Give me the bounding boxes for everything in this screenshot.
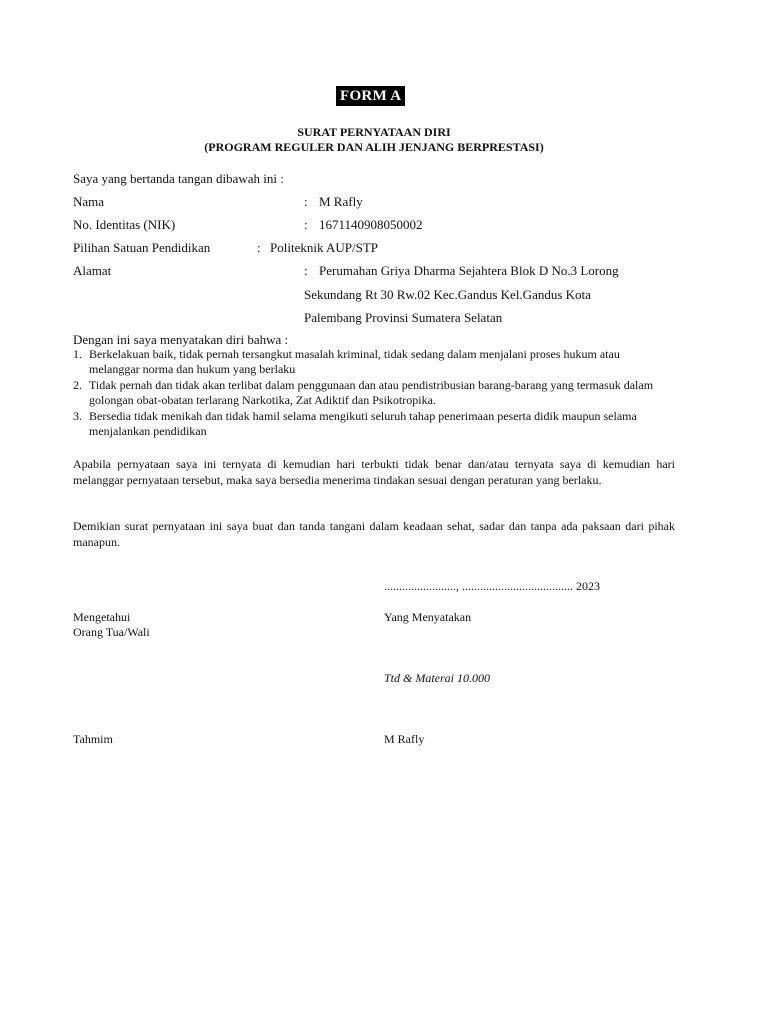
list-text: Tidak pernah dan tidak akan terlibat dalam penggunaan dan atau pendistribusian barang-barang yang termasuk dalam golongan obat-obatan terlarang Narkotika, Zat Adiktif dan Psikotropika. <box>89 378 654 407</box>
address-line-3: Palembang Provinsi Sumatera Selatan <box>304 310 503 325</box>
document-title: SURAT PERNYATAAN DIRI <box>297 125 451 139</box>
list-text: Bersedia tidak menikah dan tidak hamil selama mengikuti seluruh tahap penerimaan peserta didik maupun selama menjalankan pendidikan <box>89 409 637 438</box>
list-text: Berkelakuan baik, tidak pernah tersangkut masalah kriminal, tidak sedang dalam menjalani proses hukum atau melanggar norma dan hukum yang berlaku <box>89 347 620 376</box>
document-subtitle: (PROGRAM REGULER DAN ALIH JENJANG BERPRESTASI) <box>204 140 544 154</box>
name-label: Nama <box>73 194 105 209</box>
list-number: 2. <box>73 378 82 392</box>
list-number: 3. <box>73 409 82 423</box>
guardian-name: Tahmim <box>73 732 113 746</box>
nik-label: No. Identitas (NIK) <box>73 217 176 232</box>
list-number: 1. <box>73 347 82 361</box>
nik-value: 1671140908050002 <box>319 217 423 232</box>
statement-list <box>73 347 673 440</box>
statement-intro: Dengan ini saya menyatakan diri bahwa : <box>73 332 289 347</box>
guardian-label: Orang Tua/Wali <box>73 625 150 639</box>
unit-value: Politeknik AUP/STP <box>270 240 378 255</box>
address-line-1: Perumahan Griya Dharma Sejahtera Blok D No.3 Lorong <box>319 263 619 278</box>
declarant-name: M Rafly <box>384 732 425 746</box>
nik-separator: : <box>304 217 308 232</box>
place-date: ........................, ..................................... 2023 <box>384 579 600 593</box>
consequence-paragraph: Apabila pernyataan saya ini ternyata di kemudian hari terbukti tidak benar dan/atau ternyata saya di kemudian hari melanggar pernyataan tersebut, maka saya bersedia menerima tindakan sesuai dengan peraturan yang berlaku. <box>73 457 675 487</box>
declarant-label: Yang Menyatakan <box>384 610 472 624</box>
unit-separator: : <box>257 240 261 255</box>
acknowledged-label: Mengetahui <box>73 610 131 624</box>
address-label: Alamat <box>73 263 112 278</box>
list-item <box>73 409 673 439</box>
name-value: M Rafly <box>319 194 363 209</box>
form-label: FORM A <box>336 86 405 106</box>
closing-paragraph: Demikian surat pernyataan ini saya buat dan tanda tangani dalam keadaan sehat, sadar dan tanpa ada paksaan dari pihak manapun. <box>73 519 675 549</box>
name-separator: : <box>304 194 308 209</box>
stamp-note: Ttd & Materai 10.000 <box>384 671 491 685</box>
address-separator: : <box>304 263 308 278</box>
list-item <box>73 347 673 377</box>
address-line-2: Sekundang Rt 30 Rw.02 Kec.Gandus Kel.Gandus Kota <box>304 287 591 302</box>
unit-label: Pilihan Satuan Pendidikan <box>73 240 211 255</box>
list-item <box>73 378 673 408</box>
intro-text: Saya yang bertanda tangan dibawah ini : <box>73 171 284 186</box>
